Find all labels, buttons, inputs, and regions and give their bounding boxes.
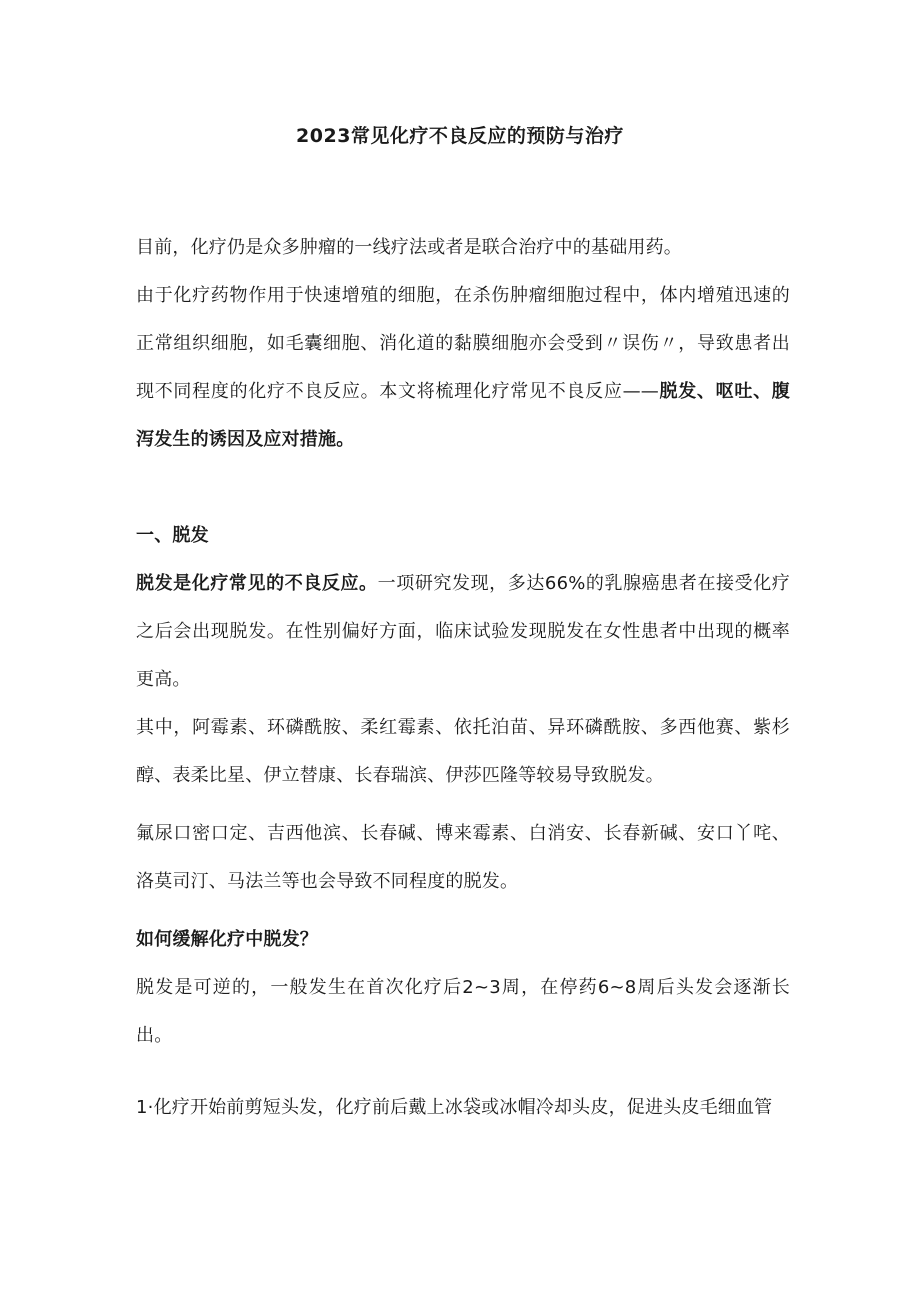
hair-loss-paragraph-1-bold: 脱发是化疗常见的不良反应。 [136,573,378,594]
intro-paragraph-2 [136,272,790,464]
hair-loss-paragraph-3: 氟尿口密口定、吉西他滨、长春碱、博来霉素、白消安、长春新碱、安口丫咤、洛莫司汀、马法兰等也会导致不同程度的脱发。 [136,823,790,892]
hair-loss-paragraph-2: 其中，阿霉素、环磷酰胺、柔红霉素、依托泊苗、异环磷酰胺、多西他赛、紫杉醇、表柔比星、伊立替康、长春瑞滨、伊莎匹隆等较易导致脱发。 [136,717,790,786]
intro-paragraph-2-text: 由于化疗药物作用于快速增殖的细胞，在杀伤肿瘤细胞过程中，体内增殖迅速的正常组织细胞，如毛囊细胞、消化道的黏膜细胞亦会受到〃误伤〃，导致患者出现不同程度的化疗不良反应。本文将梳理化疗常见不良反应—— [136,285,790,402]
intro-paragraph-2-bold: 脱发、呕吐、腹泻发生的诱因及应对措施。 [136,381,790,450]
document-body [136,224,790,1132]
section-heading-hair-loss: 一、脱发 [136,525,209,546]
hair-loss-paragraph-1-text: 一项研究发现，多达66%的乳腺癌患者在接受化疗之后会出现脱发。在性别偏好方面，临床试验发现脱发在女性患者中出现的概率更高。 [136,573,790,690]
document-title: 2023常见化疗不良反应的预防与治疗 [296,125,624,147]
hair-loss-paragraph-1 [136,560,790,704]
hair-loss-paragraph-5: 1·化疗开始前剪短头发，化疗前后戴上冰袋或冰帽冷却头皮，促进头皮毛细血管 [136,1097,773,1118]
subheading-relief: 如何缓解化疗中脱发？ [136,929,318,950]
hair-loss-paragraph-4: 脱发是可逆的，一般发生在首次化疗后2~3周，在停药6~8周后头发会逐渐长出。 [136,977,790,1046]
intro-paragraph-1: 目前，化疗仍是众多肿瘤的一线疗法或者是联合治疗中的基础用药。 [136,237,682,258]
